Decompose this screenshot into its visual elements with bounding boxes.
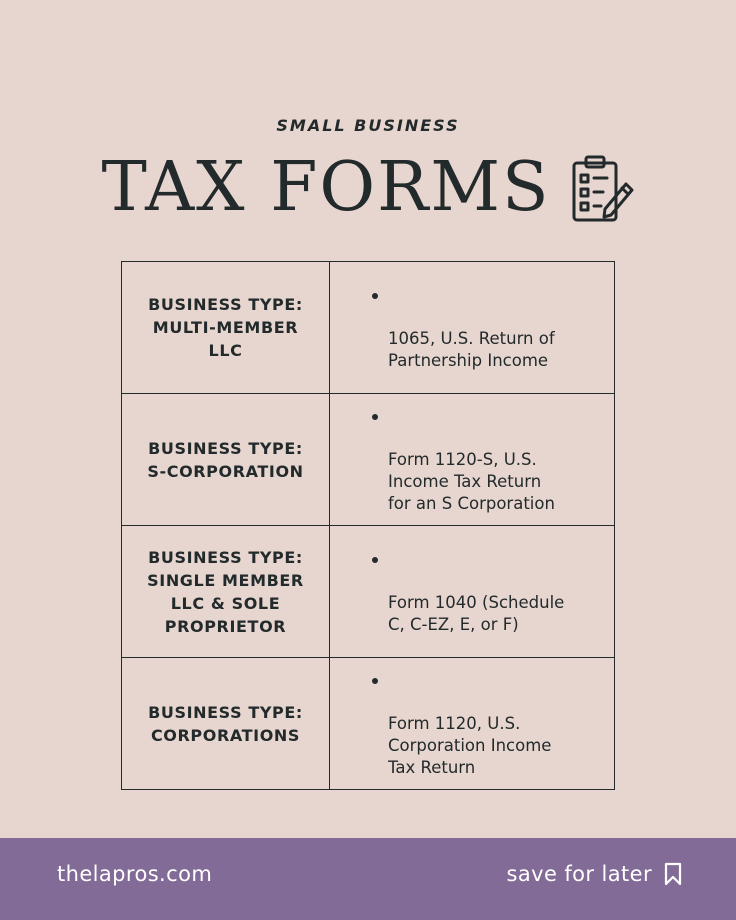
tax-form-item [372,548,594,636]
tax-form-item [372,669,594,779]
tax-form-cell [330,526,615,658]
tax-form-cell [330,658,615,790]
clipboard-checklist-icon [569,153,635,225]
tax-form-text: Form 1040 (Schedule C, C-EZ, E, or F) [388,592,565,634]
page-title: TAX FORMS [101,148,551,227]
tax-form-cell [330,394,615,526]
bullet-icon [372,293,378,299]
business-type-cell [122,658,330,790]
bullet-icon [372,414,378,420]
eyebrow-title: SMALL BUSINESS [276,116,460,135]
footer-bar [0,838,736,920]
tax-form-item [372,284,594,372]
business-type-cell [122,262,330,394]
tax-form-item [372,405,594,515]
bullet-icon [372,557,378,563]
business-type-label: BUSINESS TYPE: S-CORPORATION [147,438,304,481]
save-for-later-button[interactable] [507,862,682,886]
table-row [122,394,615,526]
save-for-later-label: save for later [506,862,652,886]
title-row [0,150,736,226]
table-row [122,658,615,790]
tax-form-text: Form 1120-S, U.S. Income Tax Return for an S Corporation [388,449,555,513]
table-row [122,526,615,658]
tax-form-cell [330,262,615,394]
tax-form-text: Form 1120, U.S. Corporation Income Tax Return [388,713,552,777]
bullet-icon [372,678,378,684]
business-type-cell [122,526,330,658]
tax-forms-table [121,261,615,790]
business-type-cell [122,394,330,526]
bookmark-icon [664,862,682,886]
business-type-label: BUSINESS TYPE: SINGLE MEMBER LLC & SOLE PROPRIETOR [147,547,304,636]
table-row [122,262,615,394]
business-type-label: BUSINESS TYPE: CORPORATIONS [148,702,303,745]
business-type-label: BUSINESS TYPE: MULTI-MEMBER LLC [148,295,303,360]
website-link[interactable]: thelapros.com [57,862,213,886]
tax-form-text: 1065, U.S. Return of Partnership Income [388,328,555,370]
